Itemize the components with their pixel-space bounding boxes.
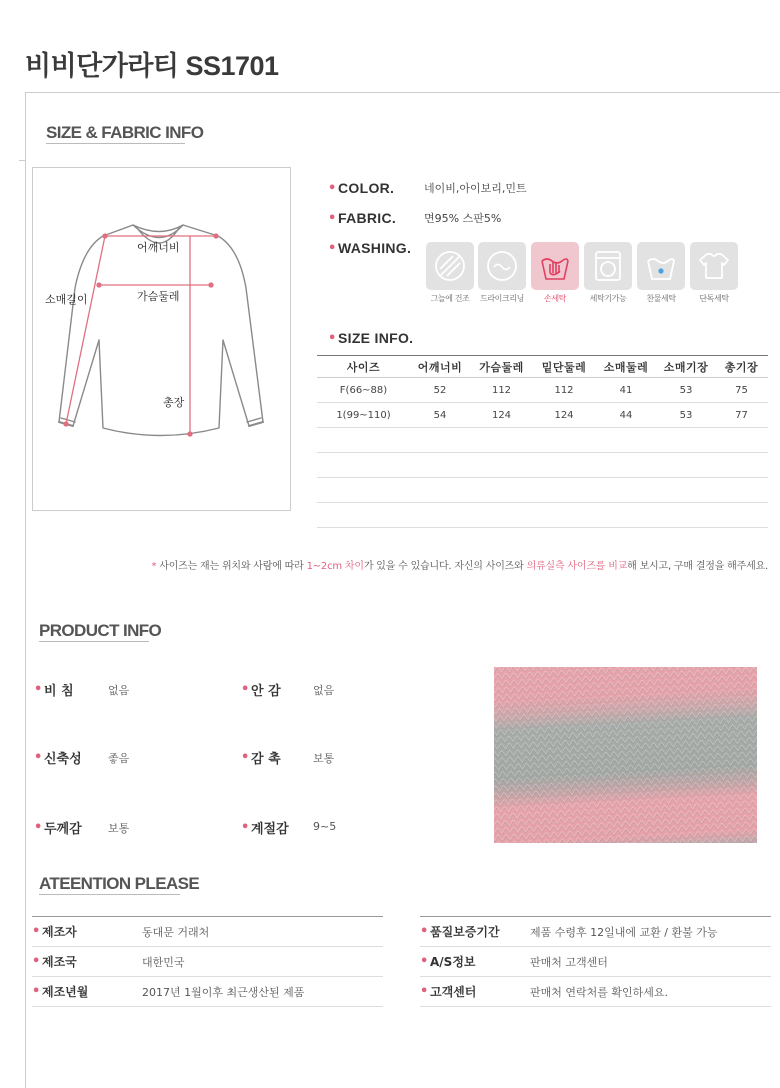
hand-wash-icon	[531, 242, 579, 290]
frame-left-line	[25, 92, 26, 1088]
note-text-2: 가 있을 수 있습니다. 자신의 사이즈와	[363, 561, 527, 572]
washing-label: WASHING.	[338, 240, 412, 256]
size-note	[0, 557, 768, 572]
bullet-dot: •	[420, 924, 429, 939]
note-highlight-2: 의류실측 사이즈를 비교	[526, 561, 628, 572]
size-fabric-heading-underline	[46, 143, 185, 144]
bullet-dot: •	[328, 180, 337, 196]
bullet-dot: •	[328, 240, 337, 256]
size-table-header-row	[317, 356, 768, 378]
attention-heading: ATEENTION PLEASE	[39, 874, 200, 893]
product-info-heading-underline	[39, 641, 149, 642]
attention-label: • 고객센터	[420, 984, 477, 999]
size-info-label: SIZE INFO.	[338, 330, 414, 346]
attention-value: 대한민국	[142, 955, 185, 969]
diagram-label-length: 총장	[163, 396, 185, 409]
wash-cold-water	[637, 242, 685, 290]
list-item	[420, 947, 771, 977]
pi-value-texture: 보통	[313, 752, 335, 765]
wash-label-shade-dry: 그늘에 건조	[430, 294, 470, 303]
pi-value-lining: 없음	[313, 684, 335, 697]
size-table	[317, 355, 768, 528]
empty-table-row	[317, 453, 768, 478]
bullet-dot: •	[241, 682, 250, 697]
pi-label-lining: • 안 감	[241, 682, 281, 699]
bullet-dot: •	[420, 954, 429, 969]
product-info-heading: PRODUCT INFO	[39, 621, 162, 640]
note-text-3: 해 보시고, 구매 결정을 해주세요.	[627, 561, 768, 572]
cold-water-icon	[637, 242, 685, 290]
pi-value-season: 9~5	[313, 820, 337, 833]
size-table-header: 소매둘레	[595, 356, 657, 378]
size-table-header: 가슴둘레	[470, 356, 533, 378]
wash-dry-clean	[478, 242, 526, 290]
size-cell: 112	[470, 378, 533, 403]
size-info-row	[328, 330, 424, 346]
wash-label-hand-wash: 손세탁	[544, 294, 566, 303]
wash-machine	[584, 242, 632, 290]
pi-value-thickness: 보통	[108, 822, 130, 835]
note-highlight-1: 1~2cm 차이	[306, 561, 364, 572]
color-value: 네이비,아이보리,민트	[424, 182, 527, 195]
product-title: 비비단가라티 SS1701	[25, 51, 279, 81]
size-cell: 77	[715, 403, 768, 428]
diagram-label-sleeve: 소매길이	[45, 293, 88, 306]
wash-label-machine: 세탁기가능	[589, 294, 627, 303]
bullet-dot: •	[241, 750, 250, 765]
table-row	[317, 378, 768, 403]
pi-value-transparency: 없음	[108, 684, 130, 697]
attention-label: • 제조자	[32, 924, 77, 939]
pi-label-transparency: • 비 침	[34, 682, 74, 699]
washing-machine-icon	[584, 242, 632, 290]
attention-value: 2017년 1월이후 최근생산된 제품	[142, 985, 305, 999]
shade-dry-icon	[426, 242, 474, 290]
fabric-value: 면95% 스판5%	[424, 212, 502, 225]
attention-label: • 품질보증기간	[420, 924, 500, 939]
attention-value: 판매처 고객센터	[530, 955, 608, 969]
attention-right-list	[420, 916, 771, 1007]
bullet-dot: •	[34, 750, 43, 765]
wash-label-cold-water: 찬물세탁	[646, 294, 676, 303]
size-cell: 44	[595, 403, 657, 428]
color-label: COLOR.	[338, 180, 395, 196]
note-star: *	[151, 561, 157, 572]
list-item	[420, 917, 771, 947]
dry-clean-icon	[478, 242, 526, 290]
diagram-label-chest: 가슴둘레	[137, 290, 180, 303]
note-text-1: 사이즈는 재는 위치와 사람에 따라	[156, 561, 307, 572]
attention-heading-underline	[39, 894, 180, 895]
size-table-header: 어깨너비	[410, 356, 470, 378]
pi-label-season: • 계절감	[241, 820, 289, 837]
size-cell: 52	[410, 378, 470, 403]
fabric-label: FABRIC.	[338, 210, 397, 226]
empty-table-row	[317, 503, 768, 528]
attention-value: 동대문 거래처	[142, 925, 210, 939]
bullet-dot: •	[32, 984, 41, 999]
bullet-dot: •	[328, 210, 337, 226]
list-item	[420, 977, 771, 1007]
bullet-dot: •	[328, 330, 337, 346]
attention-value: 제품 수령후 12일내에 교환 / 환불 가능	[530, 925, 718, 939]
size-cell: 1(99~110)	[317, 403, 410, 428]
bullet-dot: •	[34, 820, 43, 835]
bullet-dot: •	[241, 820, 250, 835]
size-cell: 124	[470, 403, 533, 428]
list-item	[32, 917, 383, 947]
size-cell: 54	[410, 403, 470, 428]
washing-row	[328, 240, 424, 256]
size-cell: 41	[595, 378, 657, 403]
fabric-row	[328, 210, 501, 226]
fabric-swatch-image	[494, 667, 757, 843]
size-table-header: 밑단둘레	[533, 356, 595, 378]
attention-label: • A/S정보	[420, 954, 476, 969]
separate-wash-icon	[690, 242, 738, 290]
pi-value-stretch: 좋음	[108, 752, 130, 765]
wash-label-dry-clean: 드라이크리닝	[480, 294, 524, 303]
wash-shade-dry	[426, 242, 474, 290]
diagram-label-shoulder: 어깨너비	[137, 241, 180, 254]
size-cell: 112	[533, 378, 595, 403]
list-item	[32, 947, 383, 977]
size-cell: 75	[715, 378, 768, 403]
size-cell: 53	[657, 378, 715, 403]
bullet-dot: •	[32, 954, 41, 969]
attention-label: • 제조국	[32, 954, 77, 969]
size-table-header: 총기장	[715, 356, 768, 378]
frame-top-line	[25, 92, 780, 93]
tshirt-outline-icon	[33, 168, 292, 512]
size-cell: 124	[533, 403, 595, 428]
empty-table-row	[317, 428, 768, 453]
wash-label-separate: 단독세탁	[699, 294, 729, 303]
size-table-header: 소매기장	[657, 356, 715, 378]
size-cell: F(66~88)	[317, 378, 410, 403]
size-cell: 53	[657, 403, 715, 428]
empty-table-row	[317, 478, 768, 503]
wash-separate	[690, 242, 738, 290]
garment-diagram	[32, 167, 291, 511]
bullet-dot: •	[32, 924, 41, 939]
attention-left-list	[32, 916, 383, 1007]
pi-label-texture: • 감 촉	[241, 750, 281, 767]
frame-tick	[19, 160, 25, 161]
size-table-header: 사이즈	[317, 356, 410, 378]
pi-label-thickness: • 두께감	[34, 820, 82, 837]
attention-value: 판매처 연락처를 확인하세요.	[530, 985, 669, 999]
bullet-dot: •	[34, 682, 43, 697]
list-item	[32, 977, 383, 1007]
bullet-dot: •	[420, 984, 429, 999]
color-row	[328, 180, 527, 196]
pi-label-stretch: • 신축성	[34, 750, 82, 767]
table-row	[317, 403, 768, 428]
wash-hand-wash	[531, 242, 579, 290]
size-fabric-heading: SIZE & FABRIC INFO	[46, 123, 204, 142]
attention-label: • 제조년월	[32, 984, 89, 999]
